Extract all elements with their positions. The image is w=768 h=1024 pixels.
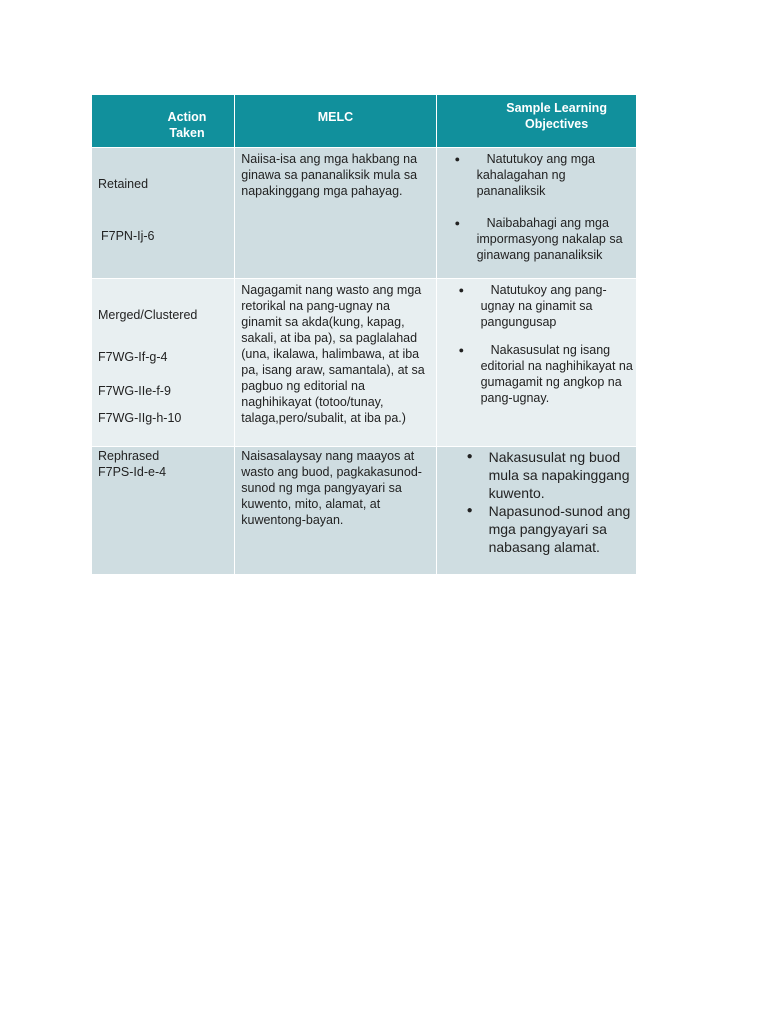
header-melc: MELC [235, 95, 436, 148]
action-label: Retained [98, 177, 149, 191]
table-row [92, 148, 637, 279]
melc-cell: Naiisa-isa ang mga hakbang na ginawa sa pananaliksik mula sa napakinggang mga pahayag. [235, 148, 436, 279]
melc-cell: Nagagamit nang wasto ang mga retorikal na pang-ugnay na ginamit sa akda(kung, kapag, sakali, at iba pa), sa paglalahad (una, ikalawa, halimbawa, at iba pa, isang araw, samantala), at sa pagbuo ng editorial na naghihikayat (totoo/tunay, talaga,pero/subalit, at iba pa.) [235, 279, 436, 447]
table-header-row [92, 95, 637, 148]
competency-code: F7WG-If-g-4 [98, 350, 168, 364]
objective-item: ● Natutukoy ang mga kahalagahan ng pananaliksik [454, 152, 596, 198]
action-cell [92, 279, 235, 447]
melc-cell: Naisasalaysay nang maayos at wasto ang buod, pagkakasunod-sunod ng mga pangyayari sa kuwento, mito, alamat, at kuwentong-bayan. [235, 447, 436, 575]
objectives-cell [436, 279, 636, 447]
table-row [92, 279, 637, 447]
objective-item: ● Naibabahagi ang mga impormasyong nakalap sa ginawang pananaliksik [454, 216, 623, 262]
objective-item: ● Napasunod-sunod ang mga pangyayari sa nabasang alamat. [466, 503, 631, 555]
header-action-taken: Action Taken [92, 95, 235, 148]
action-label: Rephrased [98, 449, 160, 463]
objective-item: ● Nakasusulat ng buod mula sa napakinggang kuwento. [466, 449, 630, 501]
action-cell [92, 447, 235, 575]
objectives-cell [436, 148, 636, 279]
header-objectives: Sample Learning Objectives [436, 95, 636, 148]
melc-table [91, 94, 637, 575]
competency-code: F7PN-Ij-6 [101, 229, 155, 243]
table-row [92, 447, 637, 575]
action-label: Merged/Clustered [98, 308, 198, 322]
competency-code: F7PS-Id-e-4 [98, 465, 167, 479]
competency-code: F7WG-IIg-h-10 [98, 411, 182, 425]
competency-code: F7WG-IIe-f-9 [98, 384, 171, 398]
objectives-cell [436, 447, 636, 575]
objective-item: ● Nakasusulat ng isang editorial na naghihikayat na gumagamit ng angkop na pang-ugnay. [458, 343, 633, 405]
action-cell [92, 148, 235, 279]
objective-item: ● Natutukoy ang pang-ugnay na ginamit sa pangungusap [458, 283, 607, 329]
